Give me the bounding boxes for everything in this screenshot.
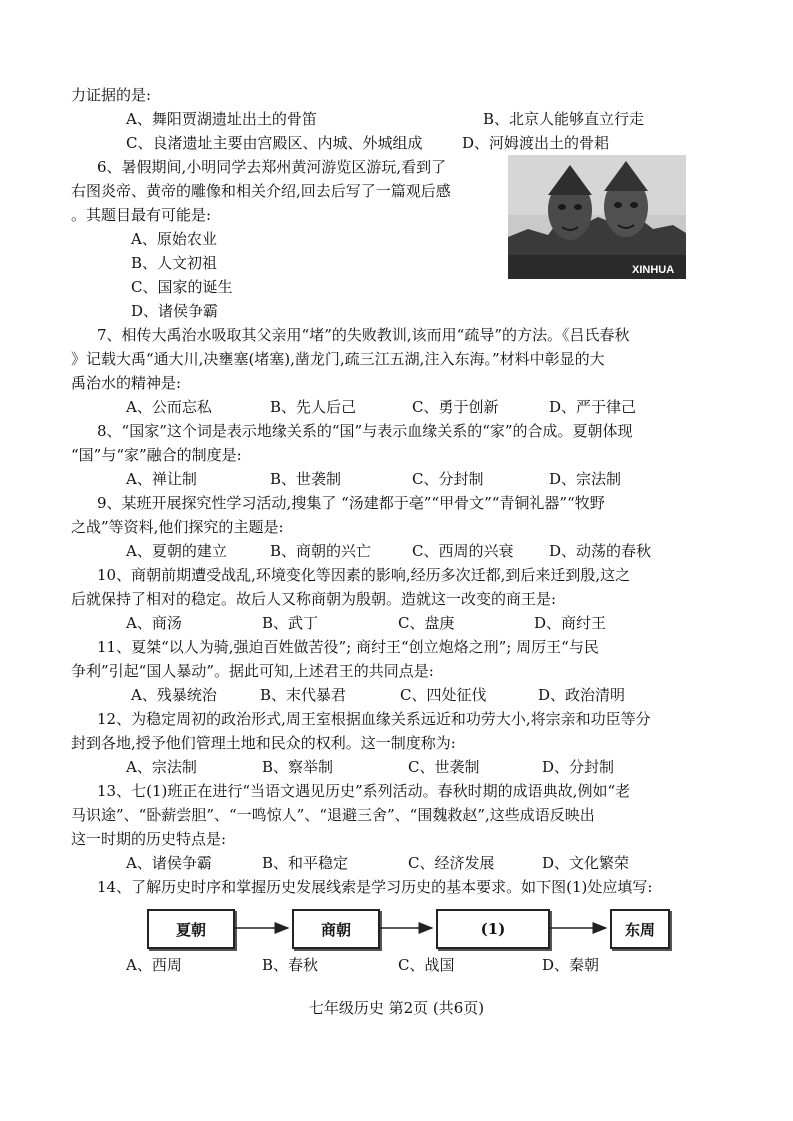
q10-option-d: D、商纣王	[534, 614, 607, 632]
q5-option-a: A、舞阳贾湖遗址出土的骨笛	[126, 110, 317, 128]
q5-option-d: D、河姆渡出土的骨耜	[462, 134, 610, 152]
q7-option-d: D、严于律己	[549, 398, 637, 416]
q7-option-b: B、先人后己	[270, 398, 357, 416]
q13-stem-line1: 13、七(1)班正在进行“当语文遇见历史”系列活动。春秋时期的成语典故,例如“老	[97, 782, 631, 800]
q8-stem-line2: “国”与“家”融合的制度是:	[71, 446, 242, 464]
q11-option-c: C、四处征伐	[400, 686, 487, 704]
q6-stem-line2: 右图炎帝、黄帝的雕像和相关介绍,回去后写了一篇观后感	[71, 182, 451, 200]
q11-stem-line2: 争利”引起“国人暴动”。据此可知,上述君王的共同点是:	[71, 662, 434, 680]
q14-option-c: C、战国	[398, 956, 455, 974]
q6-option-d: D、诸侯争霸	[131, 302, 219, 320]
q11-stem-line1: 11、夏桀“以人为骑,强迫百姓做苦役”; 商纣王“创立炮烙之刑”; 周厉王“与民	[97, 638, 599, 656]
q12-option-c: C、世袭制	[408, 758, 480, 776]
q11-option-a: A、残暴统治	[131, 686, 217, 704]
flow-box-dongzhou: 东周	[610, 909, 670, 949]
q10-stem-line2: 后就保持了相对的稳定。故后人又称商朝为殷朝。造就这一改变的商王是:	[71, 590, 557, 608]
q12-option-d: D、分封制	[542, 758, 615, 776]
q12-stem-line2: 封到各地,授予他们管理土地和民众的权利。这一制度称为:	[71, 734, 456, 752]
q14-stem: 14、了解历史时序和掌握历史发展线索是学习历史的基本要求。如下图(1)处应填写:	[97, 878, 653, 896]
q13-option-c: C、经济发展	[408, 854, 495, 872]
q8-stem-line1: 8、“国家”这个词是表示地缘关系的“国”与表示血缘关系的“家”的合成。夏朝体现	[97, 422, 633, 440]
q7-option-a: A、公而忘私	[126, 398, 212, 416]
q14-option-d: D、秦朝	[542, 956, 600, 974]
q6-option-c: C、国家的诞生	[131, 278, 233, 296]
page-footer: 七年级历史 第2页 (共6页)	[308, 999, 485, 1017]
q11-option-b: B、末代暴君	[260, 686, 347, 704]
q10-option-c: C、盘庚	[398, 614, 455, 632]
q12-stem-line1: 12、为稳定周初的政治形式,周王室根据血缘关系远近和功劳大小,将宗亲和功臣等分	[97, 710, 651, 728]
flow-box-shang: 商朝	[292, 909, 380, 949]
q9-stem-line1: 9、某班开展探究性学习活动,搜集了 “汤建都于亳”“甲骨文”“青铜礼器”“牧野	[97, 494, 605, 512]
q12-option-b: B、察举制	[262, 758, 334, 776]
q6-stem-line1: 6、暑假期间,小明同学去郑州黄河游览区游玩,看到了	[97, 158, 447, 176]
q8-option-b: B、世袭制	[270, 470, 342, 488]
q8-option-d: D、宗法制	[549, 470, 622, 488]
q9-option-c: C、西周的兴衰	[412, 542, 514, 560]
q7-stem-line1: 7、相传大禹治水吸取其父亲用“堵”的失败教训,该而用“疏导”的方法。《吕氏春秋	[97, 326, 630, 344]
xinhua-watermark: XINHUA	[632, 264, 675, 276]
q9-option-b: B、商朝的兴亡	[270, 542, 372, 560]
q9-stem-line2: 之战”等资料,他们探究的主题是:	[71, 518, 284, 536]
q10-option-a: A、商汤	[126, 614, 182, 632]
q13-option-d: D、文化繁荣	[542, 854, 630, 872]
q8-option-a: A、禅让制	[126, 470, 197, 488]
flow-box-blank: (1)	[436, 909, 550, 949]
q12-option-a: A、宗法制	[126, 758, 197, 776]
q6-stem-line3: 。其题目最有可能是:	[71, 206, 212, 224]
q13-option-b: B、和平稳定	[262, 854, 349, 872]
q10-stem-line1: 10、商朝前期遭受战乱,环境变化等因素的影响,经历多次迁都,到后来迁到殷,这之	[97, 566, 631, 584]
q5-stem-tail: 力证据的是:	[71, 86, 152, 104]
q6-option-b: B、人文初祖	[131, 254, 218, 272]
q8-option-c: C、分封制	[412, 470, 484, 488]
q13-option-a: A、诸侯争霸	[126, 854, 212, 872]
q7-stem-line3: 禹治水的精神是:	[71, 374, 182, 392]
q7-option-c: C、勇于创新	[412, 398, 499, 416]
q7-stem-line2: 》记载大禹“通大川,决壅塞(堵塞),凿龙门,疏三江五湖,注入东海。”材料中彰显的大	[71, 350, 605, 368]
q9-option-a: A、夏朝的建立	[126, 542, 227, 560]
q14-option-a: A、西周	[126, 956, 182, 974]
q10-option-b: B、武丁	[262, 614, 319, 632]
q6-option-a: A、原始农业	[131, 230, 217, 248]
flow-box-xia: 夏朝	[147, 909, 235, 949]
q11-option-d: D、政治清明	[538, 686, 626, 704]
q9-option-d: D、动荡的春秋	[549, 542, 652, 560]
q13-stem-line2: 马识途”、“卧薪尝胆”、“一鸣惊人”、“退避三舍”、“围魏救赵”,这些成语反映出	[71, 806, 595, 824]
q5-option-c: C、良渚遗址主要由宫殿区、内城、外城组成	[126, 134, 423, 152]
q14-option-b: B、春秋	[262, 956, 319, 974]
q13-stem-line3: 这一时期的历史特点是:	[71, 830, 227, 848]
q5-option-b: B、北京人能够直立行走	[483, 110, 645, 128]
